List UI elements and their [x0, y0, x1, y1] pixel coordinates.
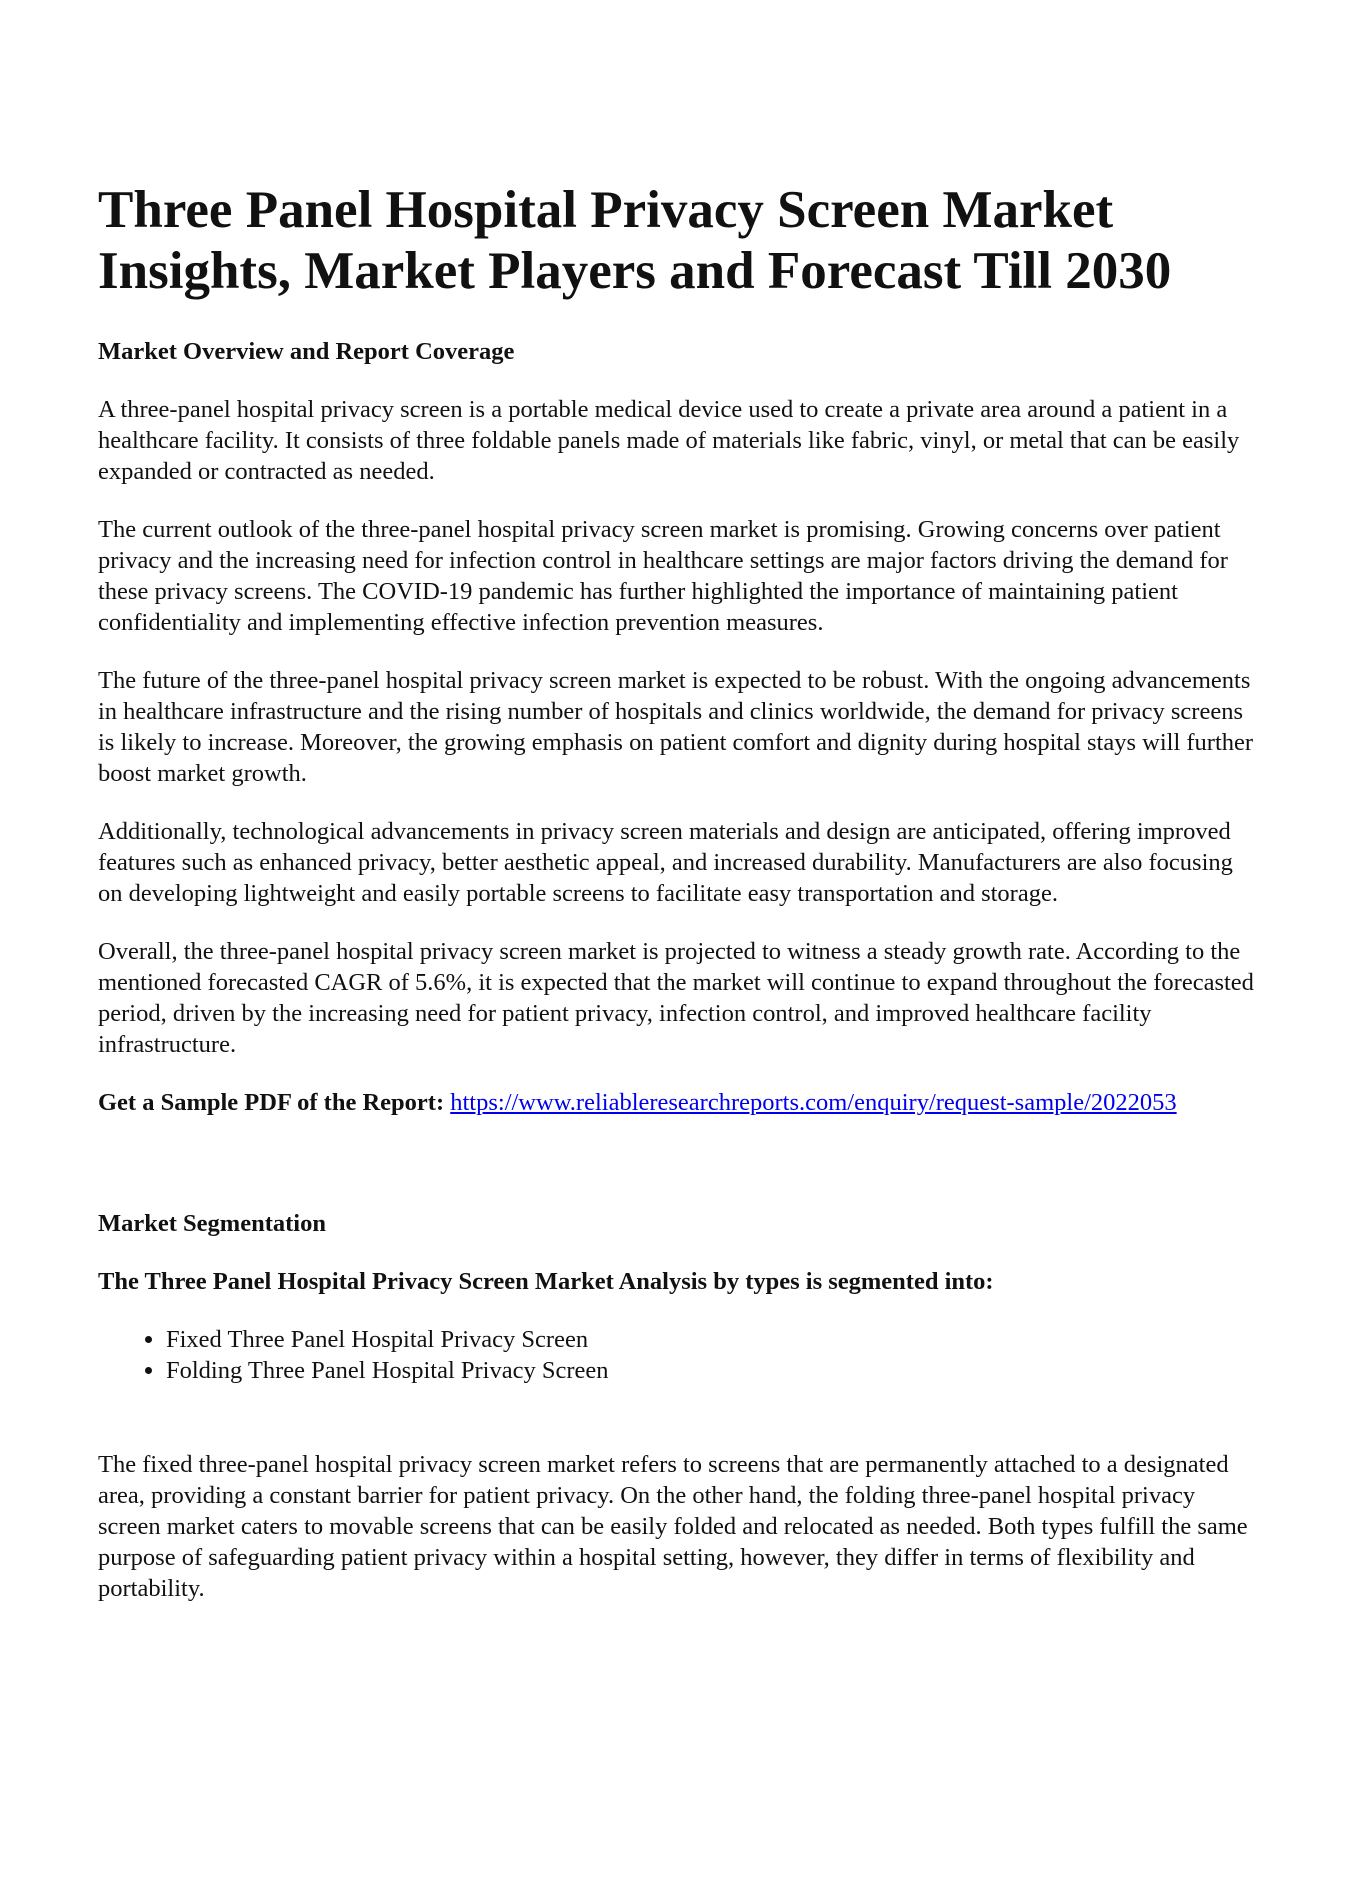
spacer: [98, 1386, 1258, 1449]
overview-paragraph-1: A three-panel hospital privacy screen is a portable medical device used to create a private area around a patient in a healthcare facility. It consists of three foldable panels made of materials like fabric, vinyl, or metal that can be easily expanded or contracted as needed.: [98, 396, 1240, 485]
page-title: Three Panel Hospital Privacy Screen Market Insights, Market Players and Forecast Till 2030: [98, 181, 1172, 300]
overview-paragraph-2: The current outlook of the three-panel hospital privacy screen market is promising. Growing concerns over patient privacy and the increasing need for infection control in healthcare settings are major factors driving the demand for these privacy screens. The COVID-19 pandemic has further highlighted the importance of maintaining patient confidentiality and implementing effective infection prevention measures.: [98, 516, 1228, 636]
overview-paragraph-5: Overall, the three-panel hospital privacy screen market is projected to witness a steady growth rate. According to the mentioned forecasted CAGR of 5.6%, it is expected that the market will continue to expand throughout the forecasted period, driven by the increasing need for patient privacy, infection control, and improved healthcare facility infrastructure.: [98, 938, 1254, 1058]
list-item-folding: • Folding Three Panel Hospital Privacy Screen: [166, 1355, 1258, 1386]
document-page: [98, 180, 1258, 1631]
spacer: [98, 1118, 1258, 1208]
sample-pdf-link[interactable]: https://www.reliableresearchreports.com/enquiry/request-sample/2022053: [450, 1089, 1177, 1116]
sample-pdf-line: [98, 1087, 1258, 1118]
list-item-fixed: • Fixed Three Panel Hospital Privacy Screen: [166, 1324, 1258, 1355]
overview-paragraph-3: The future of the three-panel hospital privacy screen market is expected to be robust. With the ongoing advancements in healthcare infrastructure and the rising number of hospitals and clinics worldwide, the demand for privacy screens is likely to increase. Moreover, the growing emphasis on patient comfort and dignity during hospital stays will further boost market growth.: [98, 667, 1254, 787]
section-heading-market-overview: Market Overview and Report Coverage: [98, 338, 515, 365]
overview-paragraph-4: Additionally, technological advancements in privacy screen materials and design are anticipated, offering improved features such as enhanced privacy, better aesthetic appeal, and increased durability. Manufacturers are also focusing on developing lightweight and easily portable screens to facilitate easy transportation and storage.: [98, 818, 1233, 907]
types-heading: The Three Panel Hospital Privacy Screen Market Analysis by types is segmented into:: [98, 1268, 994, 1295]
types-list: [98, 1324, 1258, 1386]
types-description-paragraph: The fixed three-panel hospital privacy screen market refers to screens that are permanently attached to a designated area, providing a constant barrier for patient privacy. On the other hand, the folding three-panel hospital privacy screen market caters to movable screens that can be easily folded and relocated as needed. Both types fulfill the same purpose of safeguarding patient privacy within a hospital setting, however, they differ in terms of flexibility and portability.: [98, 1451, 1248, 1602]
section-heading-market-segmentation: Market Segmentation: [98, 1210, 326, 1237]
sample-pdf-label: Get a Sample PDF of the Report:: [98, 1089, 445, 1116]
